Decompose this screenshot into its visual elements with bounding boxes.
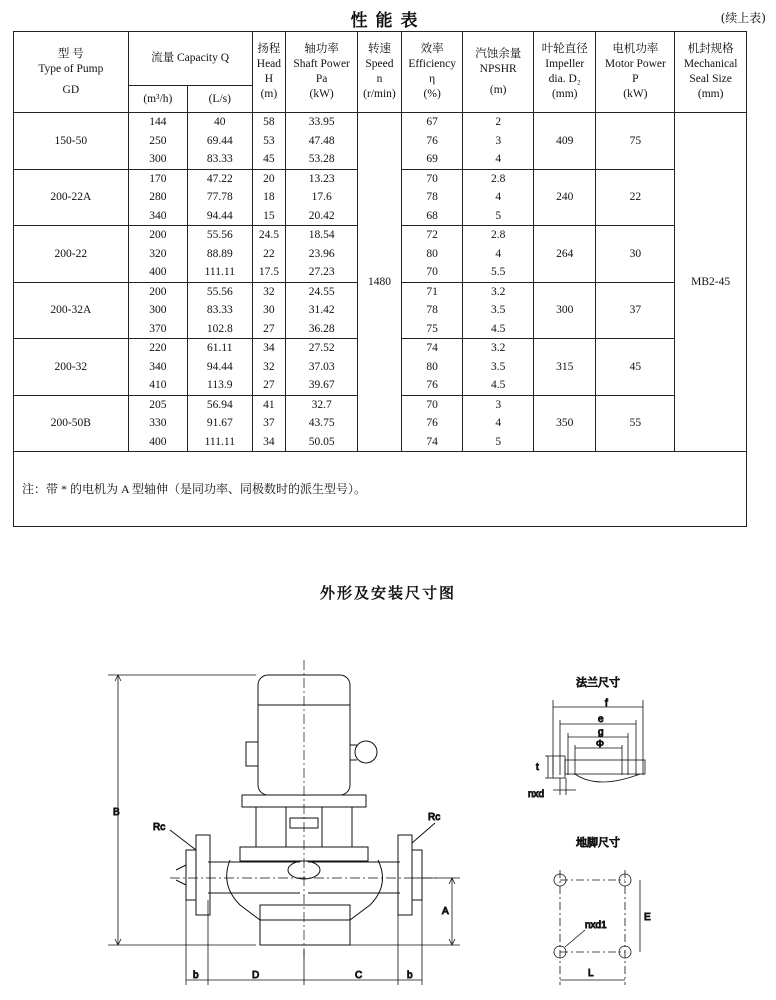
- cell-motor: 22: [596, 169, 675, 226]
- cell-eff: 71 78 75: [401, 282, 462, 339]
- table-note: 注：带 * 的电机为 A 型轴伸（是同功率、同极数时的派生型号）。: [14, 452, 747, 527]
- table-row: [14, 113, 747, 170]
- cell-head: 34 32 27: [252, 339, 286, 396]
- cell-q_ls: 61.11 94.44 113.9: [188, 339, 252, 396]
- header-npsh: 汽蚀余量 NPSHR (m): [463, 32, 534, 113]
- flange-nxd: nxd: [528, 789, 545, 800]
- cell-npsh: 2.8 4 5.5: [463, 226, 534, 283]
- rc-right: Rc: [428, 812, 441, 823]
- cell-q_ls: 55.56 88.89 111.11: [188, 226, 252, 283]
- cell-shaft: 33.95 47.48 53.28: [286, 113, 358, 170]
- cell-motor: 75: [596, 113, 675, 170]
- cell-shaft: 24.55 31.42 36.28: [286, 282, 358, 339]
- dim-B: B: [113, 807, 120, 818]
- cell-q_m3h: 144 250 300: [128, 113, 187, 170]
- cell-q_m3h: 200 320 400: [128, 226, 187, 283]
- cell-seal: MB2-45: [675, 113, 747, 452]
- cell-eff: 70 76 74: [401, 395, 462, 452]
- cell-npsh: 3.2 3.5 4.5: [463, 339, 534, 396]
- cell-impeller: 300: [534, 282, 596, 339]
- flange-g: g: [598, 727, 604, 738]
- cell-npsh: 2.8 4 5: [463, 169, 534, 226]
- cell-shaft: 18.54 23.96 27.23: [286, 226, 358, 283]
- flange-e: e: [598, 714, 604, 725]
- cell-impeller: 264: [534, 226, 596, 283]
- header-motor: 电机功率 Motor Power P (kW): [596, 32, 675, 113]
- cell-eff: 70 78 68: [401, 169, 462, 226]
- cell-eff: 74 80 76: [401, 339, 462, 396]
- cell-speed: 1480: [357, 113, 401, 452]
- dim-b-right: b: [407, 970, 413, 981]
- cell-q_ls: 55.56 83.33 102.8: [188, 282, 252, 339]
- flange-phi: Φ: [596, 739, 604, 750]
- cell-motor: 37: [596, 282, 675, 339]
- cell-model: 200-22A: [14, 169, 129, 226]
- cell-npsh: 3.2 3.5 4.5: [463, 282, 534, 339]
- cell-q_ls: 40 69.44 83.33: [188, 113, 252, 170]
- cell-eff: 67 76 69: [401, 113, 462, 170]
- cell-head: 20 18 15: [252, 169, 286, 226]
- cell-impeller: 409: [534, 113, 596, 170]
- header-flow: 流量 Capacity Q: [128, 32, 252, 86]
- continued-label: (续上表): [720, 11, 766, 25]
- header-seal: 机封规格 Mechanical Seal Size (mm): [675, 32, 747, 113]
- drawing-title: 外形及安装尺寸图: [319, 584, 456, 602]
- cell-head: 41 37 34: [252, 395, 286, 452]
- cell-npsh: 2 3 4: [463, 113, 534, 170]
- cell-npsh: 3 4 5: [463, 395, 534, 452]
- cell-model: 200-50B: [14, 395, 129, 452]
- header-flow-m3h: (m³/h): [128, 86, 187, 113]
- cell-shaft: 32.7 43.75 50.05: [286, 395, 358, 452]
- performance-table: [13, 31, 747, 527]
- cell-impeller: 315: [534, 339, 596, 396]
- dim-C: C: [355, 970, 363, 981]
- cell-q_m3h: 170 280 340: [128, 169, 187, 226]
- dim-D: D: [252, 970, 260, 981]
- cell-impeller: 240: [534, 169, 596, 226]
- header-eff: 效率 Efficiency η (%): [401, 32, 462, 113]
- pump-outline: [170, 660, 440, 960]
- page-title: 性能表: [350, 11, 426, 31]
- dim-A: A: [442, 906, 449, 917]
- cell-motor: 30: [596, 226, 675, 283]
- dim-b-left: b: [193, 970, 199, 981]
- cell-shaft: 13.23 17.6 20.42: [286, 169, 358, 226]
- cell-head: 24.5 22 17.5: [252, 226, 286, 283]
- cell-impeller: 350: [534, 395, 596, 452]
- flange-t: t: [536, 762, 539, 773]
- header-speed: 转速 Speed n (r/min): [357, 32, 401, 113]
- header-shaft: 轴功率 Shaft Power Pa (kW): [286, 32, 358, 113]
- cell-eff: 72 80 70: [401, 226, 462, 283]
- cell-model: 200-32: [14, 339, 129, 396]
- cell-q_ls: 56.94 91.67 111.11: [188, 395, 252, 452]
- installation-drawing: [0, 600, 776, 1000]
- flange-title: 法兰尺寸: [576, 677, 620, 689]
- flange-detail: [545, 700, 645, 795]
- cell-q_m3h: 200 300 370: [128, 282, 187, 339]
- cell-head: 32 30 27: [252, 282, 286, 339]
- cell-q_m3h: 205 330 400: [128, 395, 187, 452]
- foot-title: 地脚尺寸: [576, 837, 620, 849]
- header-model: 型 号 Type of Pump GD: [14, 32, 129, 113]
- foot-nxd1: nxd1: [585, 920, 607, 931]
- cell-model: 200-22: [14, 226, 129, 283]
- cell-motor: 55: [596, 395, 675, 452]
- header-impeller: 叶轮直径 Impeller dia. D₂ (mm): [534, 32, 596, 113]
- header-head: 扬程 Head H (m): [252, 32, 286, 113]
- cell-q_m3h: 220 340 410: [128, 339, 187, 396]
- cell-model: 150-50: [14, 113, 129, 170]
- cell-shaft: 27.52 37.03 39.67: [286, 339, 358, 396]
- rc-left: Rc: [153, 822, 166, 833]
- flange-f: f: [605, 698, 608, 709]
- foot-L: L: [588, 968, 594, 979]
- cell-q_ls: 47.22 77.78 94.44: [188, 169, 252, 226]
- cell-motor: 45: [596, 339, 675, 396]
- header-flow-ls: (L/s): [188, 86, 252, 113]
- cell-head: 58 53 45: [252, 113, 286, 170]
- cell-model: 200-32A: [14, 282, 129, 339]
- foot-E: E: [644, 912, 651, 923]
